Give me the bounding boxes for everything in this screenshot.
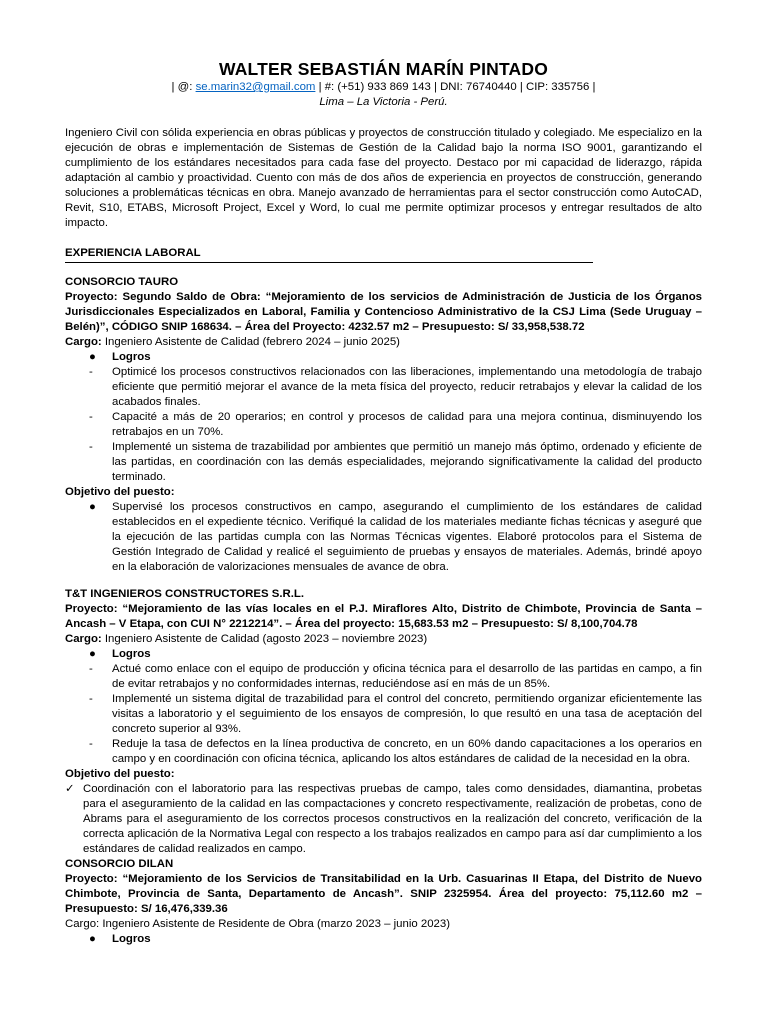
dash-icon: - [89,366,93,378]
company-name: CONSORCIO TAURO [65,276,179,288]
checkmark-icon: ✓ [65,783,75,795]
achievements-list [65,662,702,767]
resume-page [65,58,702,947]
dash-icon: - [89,663,93,675]
objetivo-text: Coordinación con el laboratorio para las respectivas pruebas de campo, tales como densidades, diamantina, probetas para el aseguramiento de la calidad en las compactaciones y concreto respectivamente, realización de probetas, cono de Abrams para el aseguramiento de los correctos procesos constructivos en la realización del concreto, verificación de la correcta aplicación de la Normativa Legal con respecto a los trabajos realizados en campo para así dar cumplimiento a los estándares de calidad realizados en campo. [83,783,702,855]
job-role: Cargo: Ingeniero Asistente de Residente de Obra (marzo 2023 – junio 2023) [65,918,450,930]
professional-summary: Ingeniero Civil con sólida experiencia en obras públicas y proyectos de construcción titulado y colegiado. Me especializo en la ejecución de obras e implementación de Sistemas de Gestión de la Calidad bajo la norma ISO 9001, garantizando el cumplimiento de los estándares necesitados para cada fase del proyecto. Destaco por mi capacidad de liderazgo, rápida adaptación al cambio y proactividad. Cuento con más de dos años de experiencia en proyectos de construcción, generando soluciones a problemáticas técnicas en obra. Manejo avanzado de herramientas para el sector construcción como AutoCAD, Revit, S10, ETABS, Microsoft Project, Excel y Word, lo cual me permite optimizar procesos y entregar resultados de alto impacto. [65,127,702,229]
contact-prefix: | @: [171,81,196,93]
achievement-item [65,737,702,767]
project-description: Proyecto: “Mejoramiento de los Servicios de Transitabilidad en la Urb. Casuarinas II Etapa, del Distrito de Nuevo Chimbote, Provincia de Santa, Departamento de Ancash”. SNIP 2325954. Área del proyecto: 75,112.60 m2 – Presupuesto: S/ 16,476,339.36 [65,873,702,915]
logros-heading [65,932,702,947]
contact-line [65,80,702,95]
company-name: CONSORCIO DILAN [65,858,174,870]
logros-heading [65,350,702,365]
project-description: Proyecto: Segundo Saldo de Obra: “Mejoramiento de los servicios de Administración de Justicia de los Órganos Jurisdiccionales Especializados en Laboral, Familia y Contencioso Administrativo de la CSJ Lima (Sede Uruguay – Belén)”, CÓDIGO SNIP 168634. – Área del Proyecto: 4232.57 m2 – Presupuesto: S/ 33,958,538.72 [65,291,702,333]
objetivo-heading: Objetivo del puesto: [65,486,175,498]
job-entry [65,275,702,575]
cargo-label: Cargo: [65,336,102,348]
location: Lima – La Victoria - Perú. [319,96,448,108]
cargo-label: Cargo: [65,633,102,645]
achievement-item [65,662,702,692]
achievements-list [65,365,702,485]
objetivo-item [65,500,702,575]
dash-icon: - [89,738,93,750]
objetivo-item [65,782,702,857]
company-name: T&T INGENIEROS CONSTRUCTORES S.R.L. [65,588,305,600]
cargo-value: Ingeniero Asistente de Calidad (agosto 2023 – noviembre 2023) [101,633,428,645]
achievement-item [65,365,702,410]
candidate-name: WALTER SEBASTIÁN MARÍN PINTADO [218,59,549,79]
achievement-item [65,410,702,440]
logros-heading [65,647,702,662]
achievement-item [65,692,702,737]
email-link[interactable]: se.marin32@gmail.com [195,81,316,93]
achievement-text: Reduje la tasa de defectos en la línea productiva de concreto, en un 60% dando capacitaciones a los operarios en campo y en coordinación con oficina técnica, aplicando los altos estándares de calidad de la necesidad en la obra. [112,738,702,765]
project-description: Proyecto: “Mejoramiento de las vías locales en el P.J. Miraflores Alto, Distrito de Chimbote, Provincia de Santa – Ancash – V Etapa, con CUI N° 2212214”. – Área del proyecto: 15,683.53 m2 – Presupuesto: S/ 8,100,704.78 [65,603,702,630]
bullet-icon: ● [89,501,96,513]
job-entry [65,857,702,947]
objetivo-heading: Objetivo del puesto: [65,768,175,780]
achievement-text: Capacité a más de 20 operarios; en control y procesos de calidad para una mejora continua, disminuyendo los retrabajos en un 70%. [112,411,702,438]
objetivo-text: Supervisé los procesos constructivos en campo, asegurando el cumplimiento de los estándares de calidad establecidos en el expediente técnico. Verifiqué la calidad de los materiales mediante fichas técnicas y aseguré que la ejecución de las partidas cumpla con las Normas Técnicas vigentes. Elaboré protocolos para el Sistema de Gestión Integrado de Calidad y realicé el seguimiento de pruebas y ensayos de materiales. Además, brindé apoyo en la elaboración de valorizaciones mensuales de avance de obra. [112,501,702,573]
dash-icon: - [89,693,93,705]
dash-icon: - [89,411,93,423]
job-entry [65,587,702,857]
logros-label: Logros [112,933,151,945]
cargo-value: Ingeniero Asistente de Calidad (febrero 2024 – junio 2025) [101,336,400,348]
dash-icon: - [89,441,93,453]
bullet-icon: ● [89,351,96,363]
job-role [65,632,702,647]
bullet-icon: ● [89,648,96,660]
contact-details: | #: (+51) 933 869 143 | DNI: 76740440 | CIP: 335756 | [315,81,596,93]
bullet-icon: ● [89,933,96,945]
achievement-item [65,440,702,485]
job-role [65,335,702,350]
achievement-text: Optimicé los procesos constructivos relacionados con las liberaciones, implementando una metodología de trabajo eficiente que permitió mejorar el avance de la meta física del proyecto, reducir retrabajos y elevar la calidad de los acabados finales. [112,366,702,408]
section-title-experience: EXPERIENCIA LABORAL [65,246,593,263]
achievement-text: Implementé un sistema de trazabilidad por ambientes que permitió un manejo más óptimo, ordenado y eficiente de las partidas, en coordinación con las demás especialidades, mejorando significativamente la calidad del producto terminado. [112,441,702,483]
logros-label: Logros [112,351,151,363]
achievement-text: Implementé un sistema digital de trazabilidad para el control del concreto, permitiendo organizar eficientemente las visitas a laboratorio y el seguimiento de los ensayos de compresión, lo que resultó en una tasa de aceptación del concreto superior al 93%. [112,693,702,735]
achievement-text: Actué como enlace con el equipo de producción y oficina técnica para el desarrollo de las partidas en campo, a fin de evitar retrabajos y no conformidades internas, reduciéndose así en más de un 85%. [112,663,702,690]
logros-label: Logros [112,648,151,660]
